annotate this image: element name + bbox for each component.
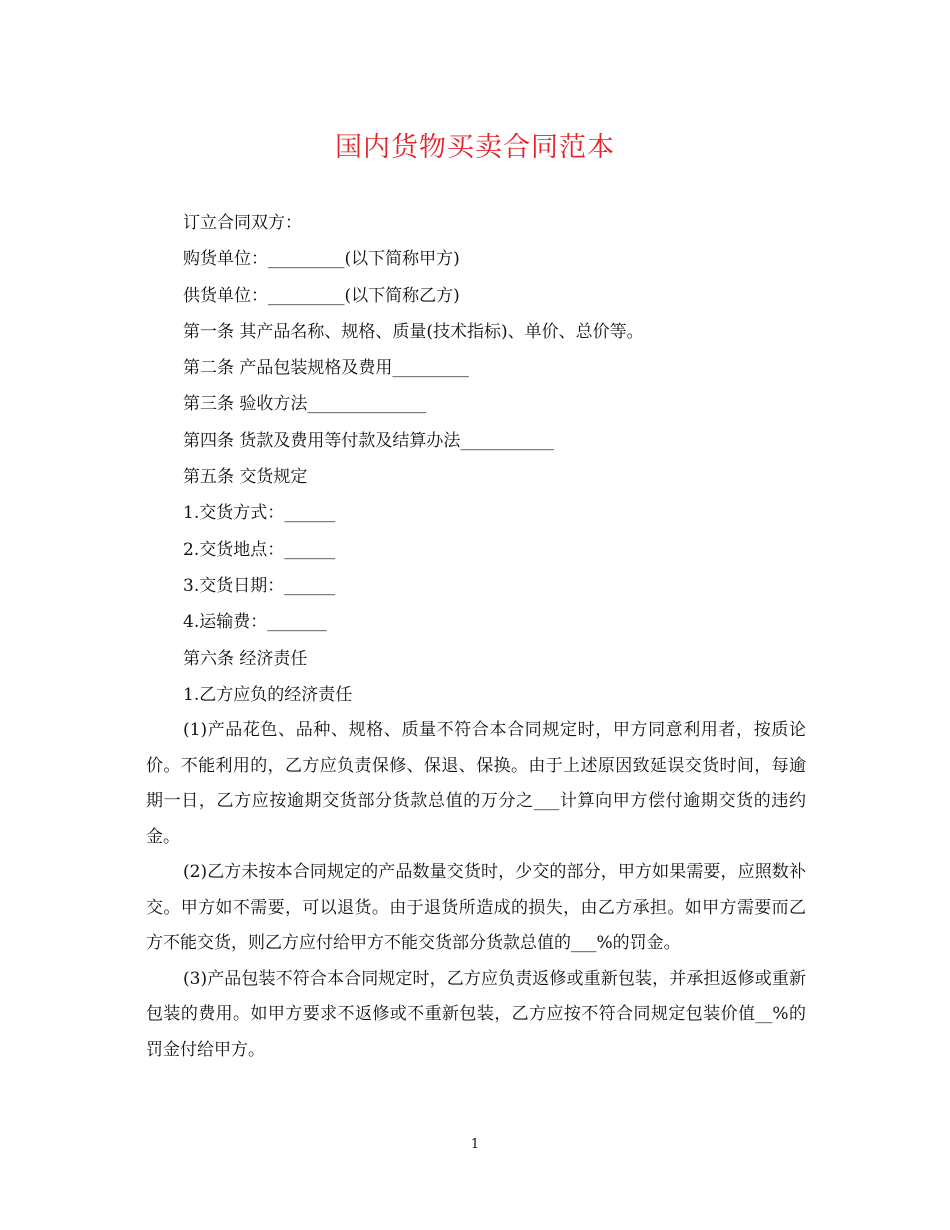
clause-paragraph-1: (1)产品花色、品种、规格、质量不符合本合同规定时，甲方同意利用者，按质论价。不能利用的，乙方应负责保修、保退、保换。由于上述原因致延误交货时间，每逾期一日，乙方应按逾期交货部分货款总值的万分之___计算向甲方偿付逾期交货的违约金。 xyxy=(146,720,806,847)
article-5: 第五条 交货规定 xyxy=(183,467,308,488)
document-body xyxy=(146,205,806,1068)
document-title: 国内货物买卖合同范本 xyxy=(335,132,615,163)
article-4: 第四条 货款及费用等付款及结算办法___________ xyxy=(183,430,554,451)
article-1: 第一条 其产品名称、规格、质量(技术指标)、单价、总价等。 xyxy=(183,321,644,342)
delivery-place: 2.交货地点：______ xyxy=(183,539,336,560)
transport-fee: 4.运输费：_______ xyxy=(183,612,327,633)
clause-paragraph-2: (2)乙方未按本合同规定的产品数量交货时，少交的部分，甲方如果需要，应照数补交。甲方如不需要，可以退货。由于退货所造成的损失，由乙方承担。如甲方需要而乙方不能交货，则乙方应付给甲方不能交货部分货款总值的___%的罚金。 xyxy=(146,862,806,954)
clause-paragraph-3: (3)产品包装不符合本合同规定时，乙方应负责返修或重新包装，并承担返修或重新包装的费用。如甲方要求不返修或不重新包装，乙方应按不符合同规定包装价值__%的罚金付给甲方。 xyxy=(146,968,806,1060)
delivery-method: 1.交货方式：______ xyxy=(183,503,336,524)
page-number: 1 xyxy=(470,1137,480,1152)
seller-line: 供货单位：_________(以下简称乙方) xyxy=(183,285,460,306)
article-2: 第二条 产品包装规格及费用_________ xyxy=(183,358,469,379)
article-3: 第三条 验收方法______________ xyxy=(183,394,427,415)
seller-liability-heading: 1.乙方应负的经济责任 xyxy=(183,684,353,705)
article-6: 第六条 经济责任 xyxy=(183,648,308,669)
buyer-line: 购货单位：_________(以下简称甲方) xyxy=(183,249,460,270)
parties-heading: 订立合同双方： xyxy=(183,213,302,233)
delivery-date: 3.交货日期：______ xyxy=(183,575,336,596)
